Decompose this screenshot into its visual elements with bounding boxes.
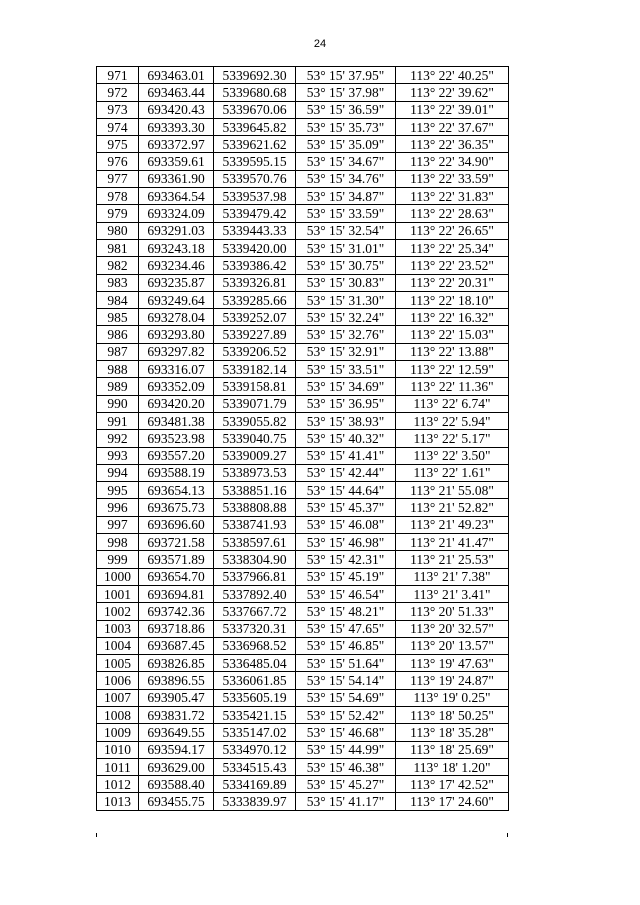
latitude-cell: 53° 15' 37.95" bbox=[296, 67, 396, 84]
latitude-cell: 53° 15' 46.85" bbox=[296, 637, 396, 654]
table-row bbox=[97, 430, 509, 447]
latitude-cell: 53° 15' 38.93" bbox=[296, 412, 396, 429]
easting-cell: 693831.72 bbox=[139, 706, 214, 723]
point-number-cell: 994 bbox=[97, 464, 139, 481]
table-tail-frame bbox=[96, 833, 508, 837]
table-row bbox=[97, 309, 509, 326]
table-row bbox=[97, 776, 509, 793]
latitude-cell: 53° 15' 44.99" bbox=[296, 741, 396, 758]
point-number-cell: 990 bbox=[97, 395, 139, 412]
point-number-cell: 988 bbox=[97, 361, 139, 378]
table-row bbox=[97, 412, 509, 429]
latitude-cell: 53° 15' 41.17" bbox=[296, 793, 396, 810]
easting-cell: 693324.09 bbox=[139, 205, 214, 222]
easting-cell: 693654.13 bbox=[139, 482, 214, 499]
point-number-cell: 981 bbox=[97, 239, 139, 256]
point-number-cell: 987 bbox=[97, 343, 139, 360]
northing-cell: 5338808.88 bbox=[214, 499, 296, 516]
northing-cell: 5339009.27 bbox=[214, 447, 296, 464]
northing-cell: 5339670.06 bbox=[214, 101, 296, 118]
longitude-cell: 113° 22' 33.59" bbox=[396, 170, 509, 187]
longitude-cell: 113° 22' 34.90" bbox=[396, 153, 509, 170]
northing-cell: 5339206.52 bbox=[214, 343, 296, 360]
point-number-cell: 985 bbox=[97, 309, 139, 326]
table-row bbox=[97, 534, 509, 551]
northing-cell: 5339645.82 bbox=[214, 118, 296, 135]
latitude-cell: 53° 15' 45.19" bbox=[296, 568, 396, 585]
easting-cell: 693420.20 bbox=[139, 395, 214, 412]
table-row bbox=[97, 326, 509, 343]
table-row bbox=[97, 585, 509, 602]
table-row bbox=[97, 239, 509, 256]
northing-cell: 5339479.42 bbox=[214, 205, 296, 222]
easting-cell: 693463.01 bbox=[139, 67, 214, 84]
longitude-cell: 113° 22' 12.59" bbox=[396, 361, 509, 378]
northing-cell: 5334169.89 bbox=[214, 776, 296, 793]
longitude-cell: 113° 22' 20.31" bbox=[396, 274, 509, 291]
easting-cell: 693455.75 bbox=[139, 793, 214, 810]
table-row bbox=[97, 361, 509, 378]
table-row bbox=[97, 343, 509, 360]
northing-cell: 5338741.93 bbox=[214, 516, 296, 533]
point-number-cell: 982 bbox=[97, 257, 139, 274]
longitude-cell: 113° 22' 40.25" bbox=[396, 67, 509, 84]
point-number-cell: 1011 bbox=[97, 758, 139, 775]
easting-cell: 693571.89 bbox=[139, 551, 214, 568]
easting-cell: 693393.30 bbox=[139, 118, 214, 135]
table-row bbox=[97, 447, 509, 464]
latitude-cell: 53° 15' 45.27" bbox=[296, 776, 396, 793]
latitude-cell: 53° 15' 35.09" bbox=[296, 136, 396, 153]
latitude-cell: 53° 15' 35.73" bbox=[296, 118, 396, 135]
table-row bbox=[97, 724, 509, 741]
longitude-cell: 113° 17' 24.60" bbox=[396, 793, 509, 810]
latitude-cell: 53° 15' 30.83" bbox=[296, 274, 396, 291]
easting-cell: 693291.03 bbox=[139, 222, 214, 239]
table-row bbox=[97, 603, 509, 620]
easting-cell: 693297.82 bbox=[139, 343, 214, 360]
table-row bbox=[97, 170, 509, 187]
longitude-cell: 113° 21' 52.82" bbox=[396, 499, 509, 516]
latitude-cell: 53° 15' 52.42" bbox=[296, 706, 396, 723]
longitude-cell: 113° 22' 1.61" bbox=[396, 464, 509, 481]
northing-cell: 5339595.15 bbox=[214, 153, 296, 170]
northing-cell: 5334970.12 bbox=[214, 741, 296, 758]
northing-cell: 5337966.81 bbox=[214, 568, 296, 585]
latitude-cell: 53° 15' 37.98" bbox=[296, 84, 396, 101]
northing-cell: 5339055.82 bbox=[214, 412, 296, 429]
point-number-cell: 984 bbox=[97, 291, 139, 308]
page-number: 24 bbox=[313, 38, 327, 50]
table-row bbox=[97, 551, 509, 568]
table-row bbox=[97, 689, 509, 706]
table-row bbox=[97, 741, 509, 758]
table-row bbox=[97, 136, 509, 153]
latitude-cell: 53° 15' 32.54" bbox=[296, 222, 396, 239]
northing-cell: 5339252.07 bbox=[214, 309, 296, 326]
table-row bbox=[97, 620, 509, 637]
table-row bbox=[97, 153, 509, 170]
northing-cell: 5337892.40 bbox=[214, 585, 296, 602]
point-number-cell: 1000 bbox=[97, 568, 139, 585]
latitude-cell: 53° 15' 32.91" bbox=[296, 343, 396, 360]
table-row bbox=[97, 84, 509, 101]
table-row bbox=[97, 793, 509, 810]
latitude-cell: 53° 15' 45.37" bbox=[296, 499, 396, 516]
longitude-cell: 113° 22' 5.94" bbox=[396, 412, 509, 429]
latitude-cell: 53° 15' 48.21" bbox=[296, 603, 396, 620]
table-row bbox=[97, 395, 509, 412]
longitude-cell: 113° 20' 13.57" bbox=[396, 637, 509, 654]
point-number-cell: 975 bbox=[97, 136, 139, 153]
longitude-cell: 113° 21' 7.38" bbox=[396, 568, 509, 585]
point-number-cell: 1009 bbox=[97, 724, 139, 741]
longitude-cell: 113° 19' 47.63" bbox=[396, 655, 509, 672]
latitude-cell: 53° 15' 46.98" bbox=[296, 534, 396, 551]
latitude-cell: 53° 15' 33.59" bbox=[296, 205, 396, 222]
point-number-cell: 1001 bbox=[97, 585, 139, 602]
longitude-cell: 113° 18' 35.28" bbox=[396, 724, 509, 741]
northing-cell: 5337320.31 bbox=[214, 620, 296, 637]
point-number-cell: 971 bbox=[97, 67, 139, 84]
longitude-cell: 113° 22' 23.52" bbox=[396, 257, 509, 274]
longitude-cell: 113° 22' 11.36" bbox=[396, 378, 509, 395]
point-number-cell: 978 bbox=[97, 188, 139, 205]
easting-cell: 693826.85 bbox=[139, 655, 214, 672]
point-number-cell: 989 bbox=[97, 378, 139, 395]
latitude-cell: 53° 15' 54.14" bbox=[296, 672, 396, 689]
northing-cell: 5339386.42 bbox=[214, 257, 296, 274]
latitude-cell: 53° 15' 33.51" bbox=[296, 361, 396, 378]
easting-cell: 693649.55 bbox=[139, 724, 214, 741]
latitude-cell: 53° 15' 42.44" bbox=[296, 464, 396, 481]
longitude-cell: 113° 22' 5.17" bbox=[396, 430, 509, 447]
point-number-cell: 979 bbox=[97, 205, 139, 222]
table-row bbox=[97, 101, 509, 118]
table-row bbox=[97, 568, 509, 585]
easting-cell: 693675.73 bbox=[139, 499, 214, 516]
table-row bbox=[97, 378, 509, 395]
northing-cell: 5339071.79 bbox=[214, 395, 296, 412]
easting-cell: 693721.58 bbox=[139, 534, 214, 551]
easting-cell: 693293.80 bbox=[139, 326, 214, 343]
latitude-cell: 53° 15' 42.31" bbox=[296, 551, 396, 568]
latitude-cell: 53° 15' 41.41" bbox=[296, 447, 396, 464]
easting-cell: 693694.81 bbox=[139, 585, 214, 602]
easting-cell: 693278.04 bbox=[139, 309, 214, 326]
point-number-cell: 998 bbox=[97, 534, 139, 551]
longitude-cell: 113° 22' 28.63" bbox=[396, 205, 509, 222]
easting-cell: 693687.45 bbox=[139, 637, 214, 654]
easting-cell: 693588.40 bbox=[139, 776, 214, 793]
latitude-cell: 53° 15' 34.69" bbox=[296, 378, 396, 395]
northing-cell: 5335421.15 bbox=[214, 706, 296, 723]
longitude-cell: 113° 22' 15.03" bbox=[396, 326, 509, 343]
northing-cell: 5339158.81 bbox=[214, 378, 296, 395]
easting-cell: 693481.38 bbox=[139, 412, 214, 429]
table-row bbox=[97, 706, 509, 723]
table-row bbox=[97, 672, 509, 689]
point-number-cell: 980 bbox=[97, 222, 139, 239]
latitude-cell: 53° 15' 34.67" bbox=[296, 153, 396, 170]
longitude-cell: 113° 21' 49.23" bbox=[396, 516, 509, 533]
northing-cell: 5339040.75 bbox=[214, 430, 296, 447]
point-number-cell: 996 bbox=[97, 499, 139, 516]
table-row bbox=[97, 274, 509, 291]
easting-cell: 693557.20 bbox=[139, 447, 214, 464]
point-number-cell: 983 bbox=[97, 274, 139, 291]
longitude-cell: 113° 19' 24.87" bbox=[396, 672, 509, 689]
point-number-cell: 986 bbox=[97, 326, 139, 343]
northing-cell: 5339227.89 bbox=[214, 326, 296, 343]
point-number-cell: 1012 bbox=[97, 776, 139, 793]
latitude-cell: 53° 15' 34.87" bbox=[296, 188, 396, 205]
longitude-cell: 113° 22' 26.65" bbox=[396, 222, 509, 239]
point-number-cell: 992 bbox=[97, 430, 139, 447]
latitude-cell: 53° 15' 30.75" bbox=[296, 257, 396, 274]
northing-cell: 5339326.81 bbox=[214, 274, 296, 291]
northing-cell: 5334515.43 bbox=[214, 758, 296, 775]
latitude-cell: 53° 15' 36.59" bbox=[296, 101, 396, 118]
point-number-cell: 1004 bbox=[97, 637, 139, 654]
longitude-cell: 113° 21' 25.53" bbox=[396, 551, 509, 568]
point-number-cell: 1010 bbox=[97, 741, 139, 758]
easting-cell: 693364.54 bbox=[139, 188, 214, 205]
northing-cell: 5338851.16 bbox=[214, 482, 296, 499]
longitude-cell: 113° 18' 50.25" bbox=[396, 706, 509, 723]
northing-cell: 5338304.90 bbox=[214, 551, 296, 568]
easting-cell: 693588.19 bbox=[139, 464, 214, 481]
latitude-cell: 53° 15' 46.38" bbox=[296, 758, 396, 775]
longitude-cell: 113° 22' 6.74" bbox=[396, 395, 509, 412]
longitude-cell: 113° 22' 36.35" bbox=[396, 136, 509, 153]
point-number-cell: 976 bbox=[97, 153, 139, 170]
latitude-cell: 53° 15' 31.01" bbox=[296, 239, 396, 256]
longitude-cell: 113° 22' 31.83" bbox=[396, 188, 509, 205]
easting-cell: 693352.09 bbox=[139, 378, 214, 395]
northing-cell: 5336485.04 bbox=[214, 655, 296, 672]
northing-cell: 5338597.61 bbox=[214, 534, 296, 551]
easting-cell: 693718.86 bbox=[139, 620, 214, 637]
northing-cell: 5339537.98 bbox=[214, 188, 296, 205]
longitude-cell: 113° 21' 41.47" bbox=[396, 534, 509, 551]
longitude-cell: 113° 18' 25.69" bbox=[396, 741, 509, 758]
latitude-cell: 53° 15' 47.65" bbox=[296, 620, 396, 637]
easting-cell: 693629.00 bbox=[139, 758, 214, 775]
easting-cell: 693359.61 bbox=[139, 153, 214, 170]
longitude-cell: 113° 19' 0.25" bbox=[396, 689, 509, 706]
latitude-cell: 53° 15' 32.76" bbox=[296, 326, 396, 343]
longitude-cell: 113° 21' 55.08" bbox=[396, 482, 509, 499]
latitude-cell: 53° 15' 32.24" bbox=[296, 309, 396, 326]
point-number-cell: 1006 bbox=[97, 672, 139, 689]
longitude-cell: 113° 20' 51.33" bbox=[396, 603, 509, 620]
easting-cell: 693316.07 bbox=[139, 361, 214, 378]
point-number-cell: 1002 bbox=[97, 603, 139, 620]
easting-cell: 693234.46 bbox=[139, 257, 214, 274]
easting-cell: 693523.98 bbox=[139, 430, 214, 447]
point-number-cell: 972 bbox=[97, 84, 139, 101]
longitude-cell: 113° 20' 32.57" bbox=[396, 620, 509, 637]
point-number-cell: 973 bbox=[97, 101, 139, 118]
northing-cell: 5339570.76 bbox=[214, 170, 296, 187]
northing-cell: 5338973.53 bbox=[214, 464, 296, 481]
longitude-cell: 113° 22' 37.67" bbox=[396, 118, 509, 135]
northing-cell: 5335605.19 bbox=[214, 689, 296, 706]
easting-cell: 693742.36 bbox=[139, 603, 214, 620]
table-row bbox=[97, 499, 509, 516]
point-number-cell: 993 bbox=[97, 447, 139, 464]
easting-cell: 693594.17 bbox=[139, 741, 214, 758]
longitude-cell: 113° 17' 42.52" bbox=[396, 776, 509, 793]
longitude-cell: 113° 18' 1.20" bbox=[396, 758, 509, 775]
northing-cell: 5339680.68 bbox=[214, 84, 296, 101]
easting-cell: 693463.44 bbox=[139, 84, 214, 101]
latitude-cell: 53° 15' 40.32" bbox=[296, 430, 396, 447]
northing-cell: 5333839.97 bbox=[214, 793, 296, 810]
longitude-cell: 113° 22' 25.34" bbox=[396, 239, 509, 256]
longitude-cell: 113° 22' 16.32" bbox=[396, 309, 509, 326]
point-number-cell: 1013 bbox=[97, 793, 139, 810]
point-number-cell: 974 bbox=[97, 118, 139, 135]
latitude-cell: 53° 15' 36.95" bbox=[296, 395, 396, 412]
table-row bbox=[97, 637, 509, 654]
northing-cell: 5339443.33 bbox=[214, 222, 296, 239]
point-number-cell: 999 bbox=[97, 551, 139, 568]
latitude-cell: 53° 15' 46.68" bbox=[296, 724, 396, 741]
table-row bbox=[97, 516, 509, 533]
table-row bbox=[97, 188, 509, 205]
easting-cell: 693420.43 bbox=[139, 101, 214, 118]
table-row bbox=[97, 257, 509, 274]
northing-cell: 5339182.14 bbox=[214, 361, 296, 378]
longitude-cell: 113° 22' 3.50" bbox=[396, 447, 509, 464]
northing-cell: 5336968.52 bbox=[214, 637, 296, 654]
point-number-cell: 1007 bbox=[97, 689, 139, 706]
table-row bbox=[97, 464, 509, 481]
northing-cell: 5339621.62 bbox=[214, 136, 296, 153]
table-row bbox=[97, 655, 509, 672]
northing-cell: 5336061.85 bbox=[214, 672, 296, 689]
point-number-cell: 1003 bbox=[97, 620, 139, 637]
northing-cell: 5335147.02 bbox=[214, 724, 296, 741]
easting-cell: 693654.70 bbox=[139, 568, 214, 585]
northing-cell: 5339420.00 bbox=[214, 239, 296, 256]
easting-cell: 693235.87 bbox=[139, 274, 214, 291]
point-number-cell: 995 bbox=[97, 482, 139, 499]
latitude-cell: 53° 15' 34.76" bbox=[296, 170, 396, 187]
easting-cell: 693696.60 bbox=[139, 516, 214, 533]
latitude-cell: 53° 15' 46.54" bbox=[296, 585, 396, 602]
longitude-cell: 113° 21' 3.41" bbox=[396, 585, 509, 602]
longitude-cell: 113° 22' 39.01" bbox=[396, 101, 509, 118]
table-row bbox=[97, 67, 509, 84]
northing-cell: 5339692.30 bbox=[214, 67, 296, 84]
longitude-cell: 113° 22' 18.10" bbox=[396, 291, 509, 308]
easting-cell: 693243.18 bbox=[139, 239, 214, 256]
latitude-cell: 53° 15' 51.64" bbox=[296, 655, 396, 672]
northing-cell: 5337667.72 bbox=[214, 603, 296, 620]
table-row bbox=[97, 205, 509, 222]
coordinates-table-body bbox=[97, 67, 509, 811]
latitude-cell: 53° 15' 46.08" bbox=[296, 516, 396, 533]
latitude-cell: 53° 15' 44.64" bbox=[296, 482, 396, 499]
point-number-cell: 991 bbox=[97, 412, 139, 429]
table-row bbox=[97, 291, 509, 308]
table-row bbox=[97, 222, 509, 239]
easting-cell: 693249.64 bbox=[139, 291, 214, 308]
northing-cell: 5339285.66 bbox=[214, 291, 296, 308]
table-row bbox=[97, 118, 509, 135]
latitude-cell: 53° 15' 54.69" bbox=[296, 689, 396, 706]
latitude-cell: 53° 15' 31.30" bbox=[296, 291, 396, 308]
table-row bbox=[97, 482, 509, 499]
easting-cell: 693361.90 bbox=[139, 170, 214, 187]
longitude-cell: 113° 22' 39.62" bbox=[396, 84, 509, 101]
easting-cell: 693905.47 bbox=[139, 689, 214, 706]
longitude-cell: 113° 22' 13.88" bbox=[396, 343, 509, 360]
coordinates-table bbox=[96, 66, 509, 811]
point-number-cell: 977 bbox=[97, 170, 139, 187]
easting-cell: 693372.97 bbox=[139, 136, 214, 153]
table-row bbox=[97, 758, 509, 775]
point-number-cell: 1008 bbox=[97, 706, 139, 723]
point-number-cell: 997 bbox=[97, 516, 139, 533]
point-number-cell: 1005 bbox=[97, 655, 139, 672]
easting-cell: 693896.55 bbox=[139, 672, 214, 689]
